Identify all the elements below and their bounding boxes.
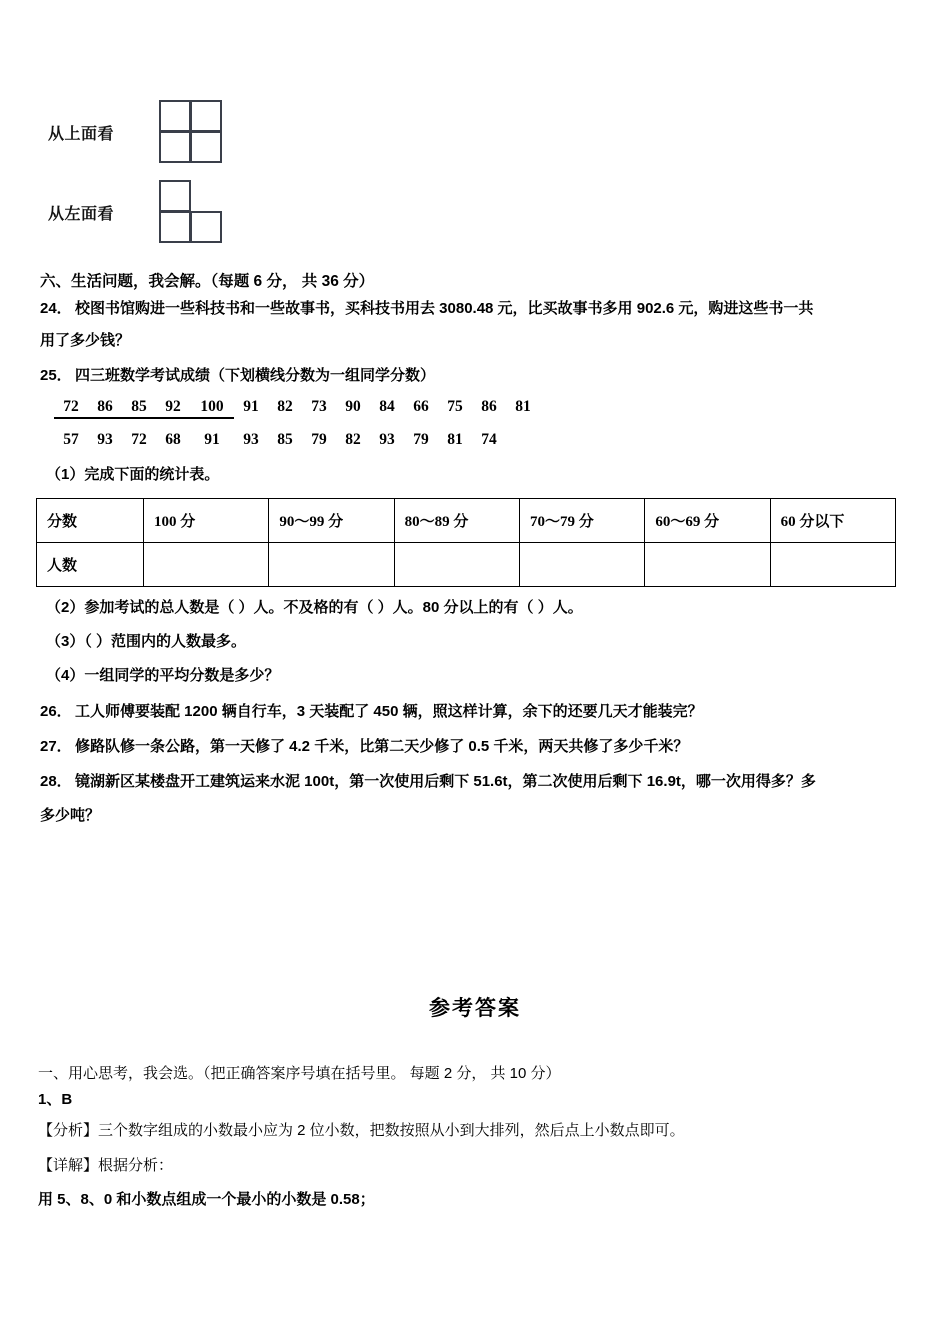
- table-cell-input[interactable]: [269, 543, 394, 587]
- table-cell-header: 70～79 分: [519, 499, 644, 543]
- score-underlined-group: [54, 398, 234, 419]
- shape-cell: [159, 100, 191, 132]
- question-24-text-line-2: 用了多少钱？: [40, 332, 131, 349]
- score-value: 81: [447, 431, 463, 448]
- answers-section-heading: 一、用心思考，我会选。（把正确答案序号填在括号里。 每题 2 分， 共 10 分）: [38, 1065, 561, 1082]
- table-cell-header: 60 分以下: [770, 499, 895, 543]
- score-value: 75: [447, 398, 463, 415]
- shape-views-block: [48, 92, 348, 252]
- table-cell-input[interactable]: [144, 543, 269, 587]
- question-28-text-line-2: 多少吨？: [40, 807, 101, 824]
- statistics-table: [36, 498, 896, 587]
- score-value: 73: [311, 398, 327, 415]
- score-value: 66: [413, 398, 429, 415]
- view-row-top: [48, 92, 348, 172]
- score-value: 90: [345, 398, 361, 415]
- subquestion-3: （3）（ ）范围内的人数最多。: [46, 633, 247, 650]
- score-value: 81: [515, 398, 531, 415]
- score-value: 79: [311, 431, 327, 448]
- view-row-left: [48, 172, 348, 252]
- score-value: 74: [481, 431, 497, 448]
- score-value: 84: [379, 398, 395, 415]
- shape-cell: [190, 131, 222, 163]
- score-value: 72: [131, 431, 147, 448]
- score-value: 86: [97, 398, 113, 415]
- table-cell-header: 80～89 分: [394, 499, 519, 543]
- subquestion-1: （1）完成下面的统计表。: [46, 466, 220, 483]
- score-value: 86: [481, 398, 497, 415]
- answers-title: 参考答案: [429, 997, 521, 1020]
- table-cell-input[interactable]: [519, 543, 644, 587]
- view-label-top: 从上面看: [48, 125, 115, 143]
- score-value: 82: [345, 431, 361, 448]
- shape-cell: [190, 100, 222, 132]
- table-row-header: [37, 499, 896, 543]
- question-26-number: 26．: [40, 703, 72, 720]
- subquestion-4: （4）一组同学的平均分数是多少？: [46, 667, 280, 684]
- table-cell-header: 100 分: [144, 499, 269, 543]
- score-value: 82: [277, 398, 293, 415]
- subquestion-2: （2）参加考试的总人数是（ ）人。不及格的有（ ）人。80 分以上的有（ ）人。: [46, 599, 583, 616]
- question-25-number: 25．: [40, 367, 72, 384]
- table-cell-input[interactable]: [645, 543, 770, 587]
- score-value: 100: [200, 398, 224, 415]
- shape-cell-empty: [190, 180, 222, 212]
- question-27-number: 27．: [40, 738, 72, 755]
- score-value: 91: [204, 431, 220, 448]
- question-24-number: 24．: [40, 300, 72, 317]
- question-28-number: 28．: [40, 773, 72, 790]
- shape-cell: [159, 131, 191, 163]
- question-26-text: 工人师傅要装配 1200 辆自行车，3 天装配了 450 辆，照这样计算，余下的还要几天才能装完？: [75, 703, 703, 720]
- section-six-heading: 六、生活问题，我会解。（每题 6 分， 共 36 分）: [40, 273, 375, 290]
- score-value: 91: [243, 398, 259, 415]
- score-value: 68: [165, 431, 181, 448]
- shape-cell: [159, 180, 191, 212]
- left-view-shape-icon: [160, 181, 222, 243]
- score-value: 72: [63, 398, 79, 415]
- score-value: 85: [131, 398, 147, 415]
- score-value: 93: [97, 431, 113, 448]
- table-cell-input[interactable]: [770, 543, 895, 587]
- shape-cell: [190, 211, 222, 243]
- answer-item-1: 1、B: [38, 1091, 73, 1108]
- question-24-text-line-1: 校图书馆购进一些科技书和一些故事书，买科技书用去 3080.48 元，比买故事书多用 902.6 元，购进这些书一共: [75, 300, 814, 317]
- score-row-1: [54, 398, 540, 419]
- answer-detail-label: 【详解】根据分析：: [38, 1157, 174, 1174]
- score-value: 93: [379, 431, 395, 448]
- question-28-text-line-1: 镜湖新区某楼盘开工建筑运来水泥 100t，第一次使用后剩下 51.6t，第二次使用后剩下 16.9t，哪一次用得多？多: [75, 773, 816, 790]
- question-27-text: 修路队修一条公路，第一天修了 4.2 千米，比第二天少修了 0.5 千米，两天共修了多少千米？: [75, 738, 689, 755]
- score-value: 57: [63, 431, 79, 448]
- question-25-text: 四三班数学考试成绩（下划横线分数为一组同学分数）: [75, 367, 436, 384]
- table-cell-header: 90～99 分: [269, 499, 394, 543]
- table-cell-header: 分数: [37, 499, 144, 543]
- score-row-2: [54, 431, 506, 449]
- shape-cell: [159, 211, 191, 243]
- table-cell-label: 人数: [37, 543, 144, 587]
- score-value: 79: [413, 431, 429, 448]
- view-label-left: 从左面看: [48, 205, 115, 223]
- top-view-shape-icon: [160, 101, 222, 163]
- score-value: 85: [277, 431, 293, 448]
- table-cell-header: 60～69 分: [645, 499, 770, 543]
- table-cell-input[interactable]: [394, 543, 519, 587]
- score-value: 93: [243, 431, 259, 448]
- table-row-data: [37, 543, 896, 587]
- score-value: 92: [165, 398, 181, 415]
- answer-analysis: 【分析】三个数字组成的小数最小应为 2 位小数，把数按照从小到大排列，然后点上小数点即可。: [38, 1122, 685, 1139]
- answer-detail-text: 用 5、8、0 和小数点组成一个最小的小数是 0.58；: [38, 1191, 375, 1208]
